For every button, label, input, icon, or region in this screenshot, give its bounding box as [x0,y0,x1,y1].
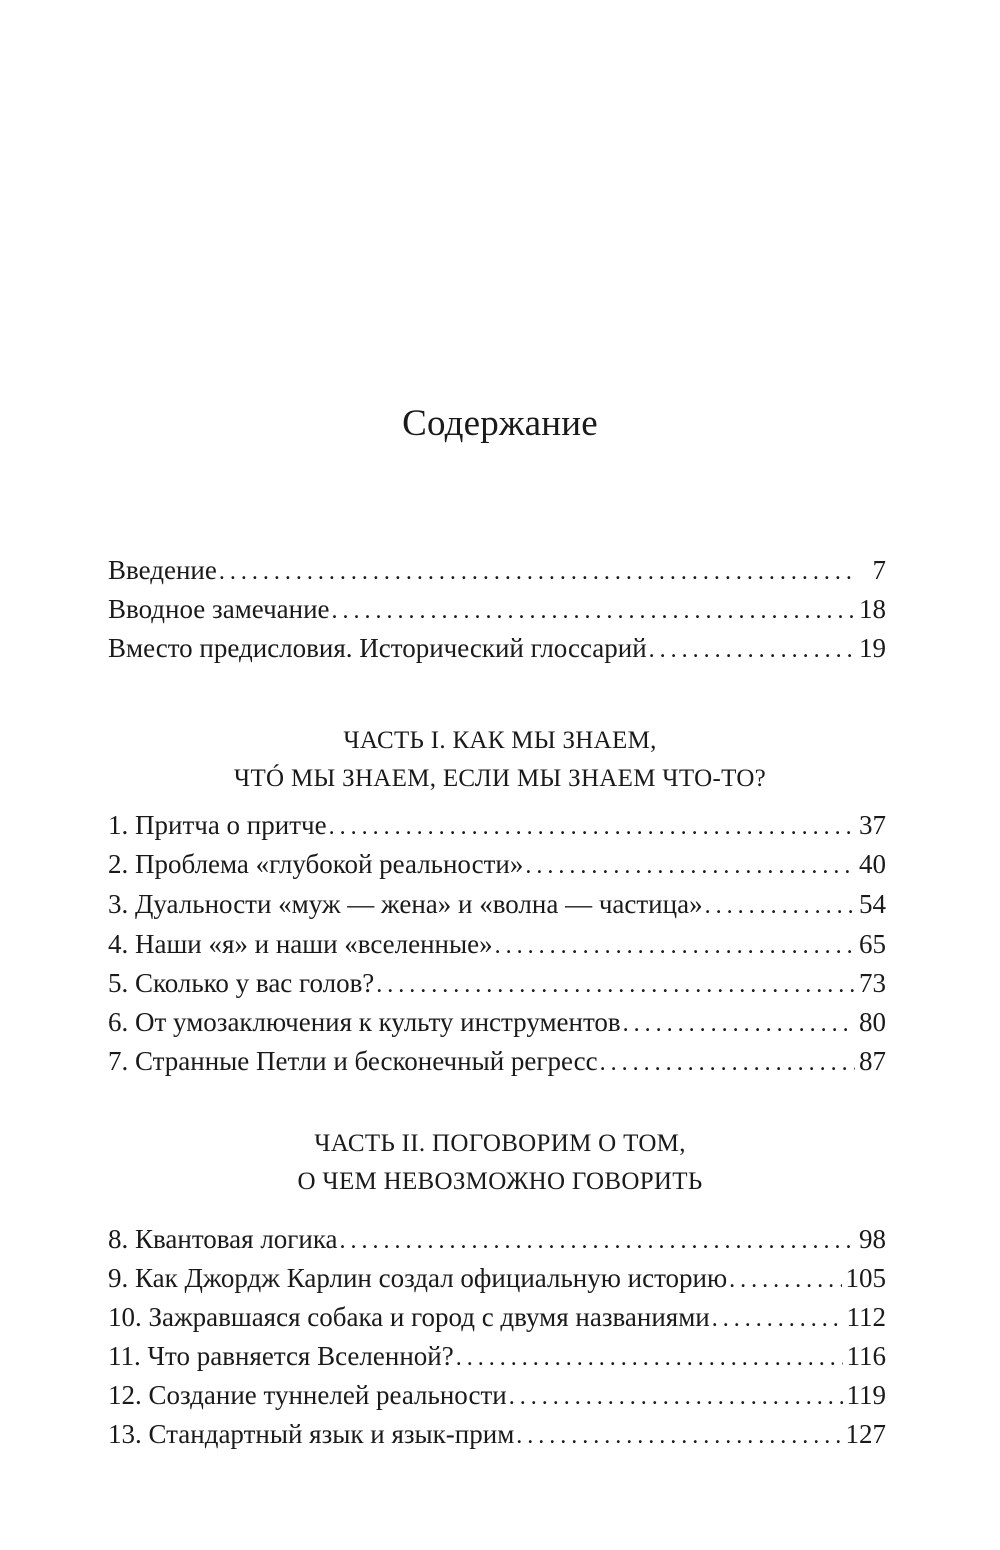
dot-leader [729,1260,841,1300]
toc-entry-page: 112 [846,1302,886,1332]
toc-entry-title: 1. Притча о притче [108,810,327,840]
toc-entry [108,963,886,1003]
dot-leader [456,1338,843,1378]
toc-entry [108,1414,886,1454]
toc-entry-page: 87 [859,1046,886,1076]
dot-leader [509,1377,843,1417]
toc-entry-title: 3. Дуальности «муж — жена» и «волна — частица» [108,889,703,919]
toc-entry-title: 12. Создание туннелей реальности [108,1380,507,1410]
toc-entry [108,1258,886,1298]
dot-leader [525,846,855,886]
toc-entry [108,1375,886,1415]
part-heading-line: ЧАСТЬ II. ПОГОВОРИМ О ТОМ, [314,1130,686,1157]
toc-entry-page: 80 [859,1007,886,1037]
dot-leader [329,807,855,847]
toc-entry-title: 2. Проблема «глубокой реальности» [108,849,524,879]
toc-entry [108,1041,886,1081]
dot-leader [376,965,855,1005]
toc-entry-title: 13. Стандартный язык и язык-прим [108,1419,515,1449]
dot-leader [600,1043,855,1083]
toc-entry [108,844,886,884]
part-heading-line: О ЧЕМ НЕВОЗМОЖНО ГОВОРИТЬ [297,1168,703,1195]
toc-entry [108,589,886,629]
toc-entry-page: 37 [859,810,886,840]
toc-entry-title: 4. Наши «я» и наши «вселенные» [108,929,493,959]
toc-entry-title: 7. Странные Петли и бесконечный регресс [108,1046,598,1076]
page-title: Содержание [402,403,598,444]
toc-entry-page: 54 [859,889,886,919]
toc-entry-page: 127 [845,1419,886,1449]
toc-entry-page: 7 [872,555,886,585]
toc-entry [108,550,886,590]
toc-entry [108,884,886,924]
toc-entry-title: 5. Сколько у вас голов? [108,968,375,998]
toc-entry-page: 65 [859,929,886,959]
dot-leader [495,926,855,966]
dot-leader [516,1416,841,1456]
toc-entry-title: 8. Квантовая логика [108,1224,338,1254]
toc-entry [108,1336,886,1376]
dot-leader [332,591,855,631]
part-heading-line: ЧТÓ МЫ ЗНАЕМ, ЕСЛИ МЫ ЗНАЕМ ЧТО-ТО? [233,765,767,792]
toc-entry-title: 10. Зажравшаяся собака и город с двумя названиями [108,1302,710,1332]
toc-entry-page: 98 [859,1224,886,1254]
toc-entry-title: 6. От умозаключения к культу инструментов [108,1007,621,1037]
toc-entry [108,924,886,964]
toc-entry [108,1297,886,1337]
dot-leader [623,1004,855,1044]
toc-entry-page: 119 [846,1380,886,1410]
toc-entry-page: 105 [845,1263,886,1293]
toc-entry-title: Вводное замечание [108,594,330,624]
dot-leader [219,552,856,592]
toc-entry [108,628,886,668]
toc-entry-page: 73 [859,968,886,998]
toc-entry-page: 116 [846,1341,886,1371]
toc-entry-page: 18 [859,594,886,624]
toc-entry [108,1002,886,1042]
toc-entry-title: 11. Что равняется Вселенной? [108,1341,454,1371]
part-heading-line: ЧАСТЬ I. КАК МЫ ЗНАЕМ, [343,727,657,754]
toc-entry-title: Введение [108,555,217,585]
toc-entry [108,1219,886,1259]
dot-leader [712,1299,843,1339]
dot-leader [340,1221,855,1261]
toc-entry [108,805,886,845]
toc-entry-title: Вместо предисловия. Исторический глоссарий [108,633,647,663]
toc-entry-title: 9. Как Джордж Карлин создал официальную историю [108,1263,728,1293]
toc-entry-page: 40 [859,849,886,879]
dot-leader [705,886,855,926]
dot-leader [649,630,855,670]
toc-entry-page: 19 [859,633,886,663]
